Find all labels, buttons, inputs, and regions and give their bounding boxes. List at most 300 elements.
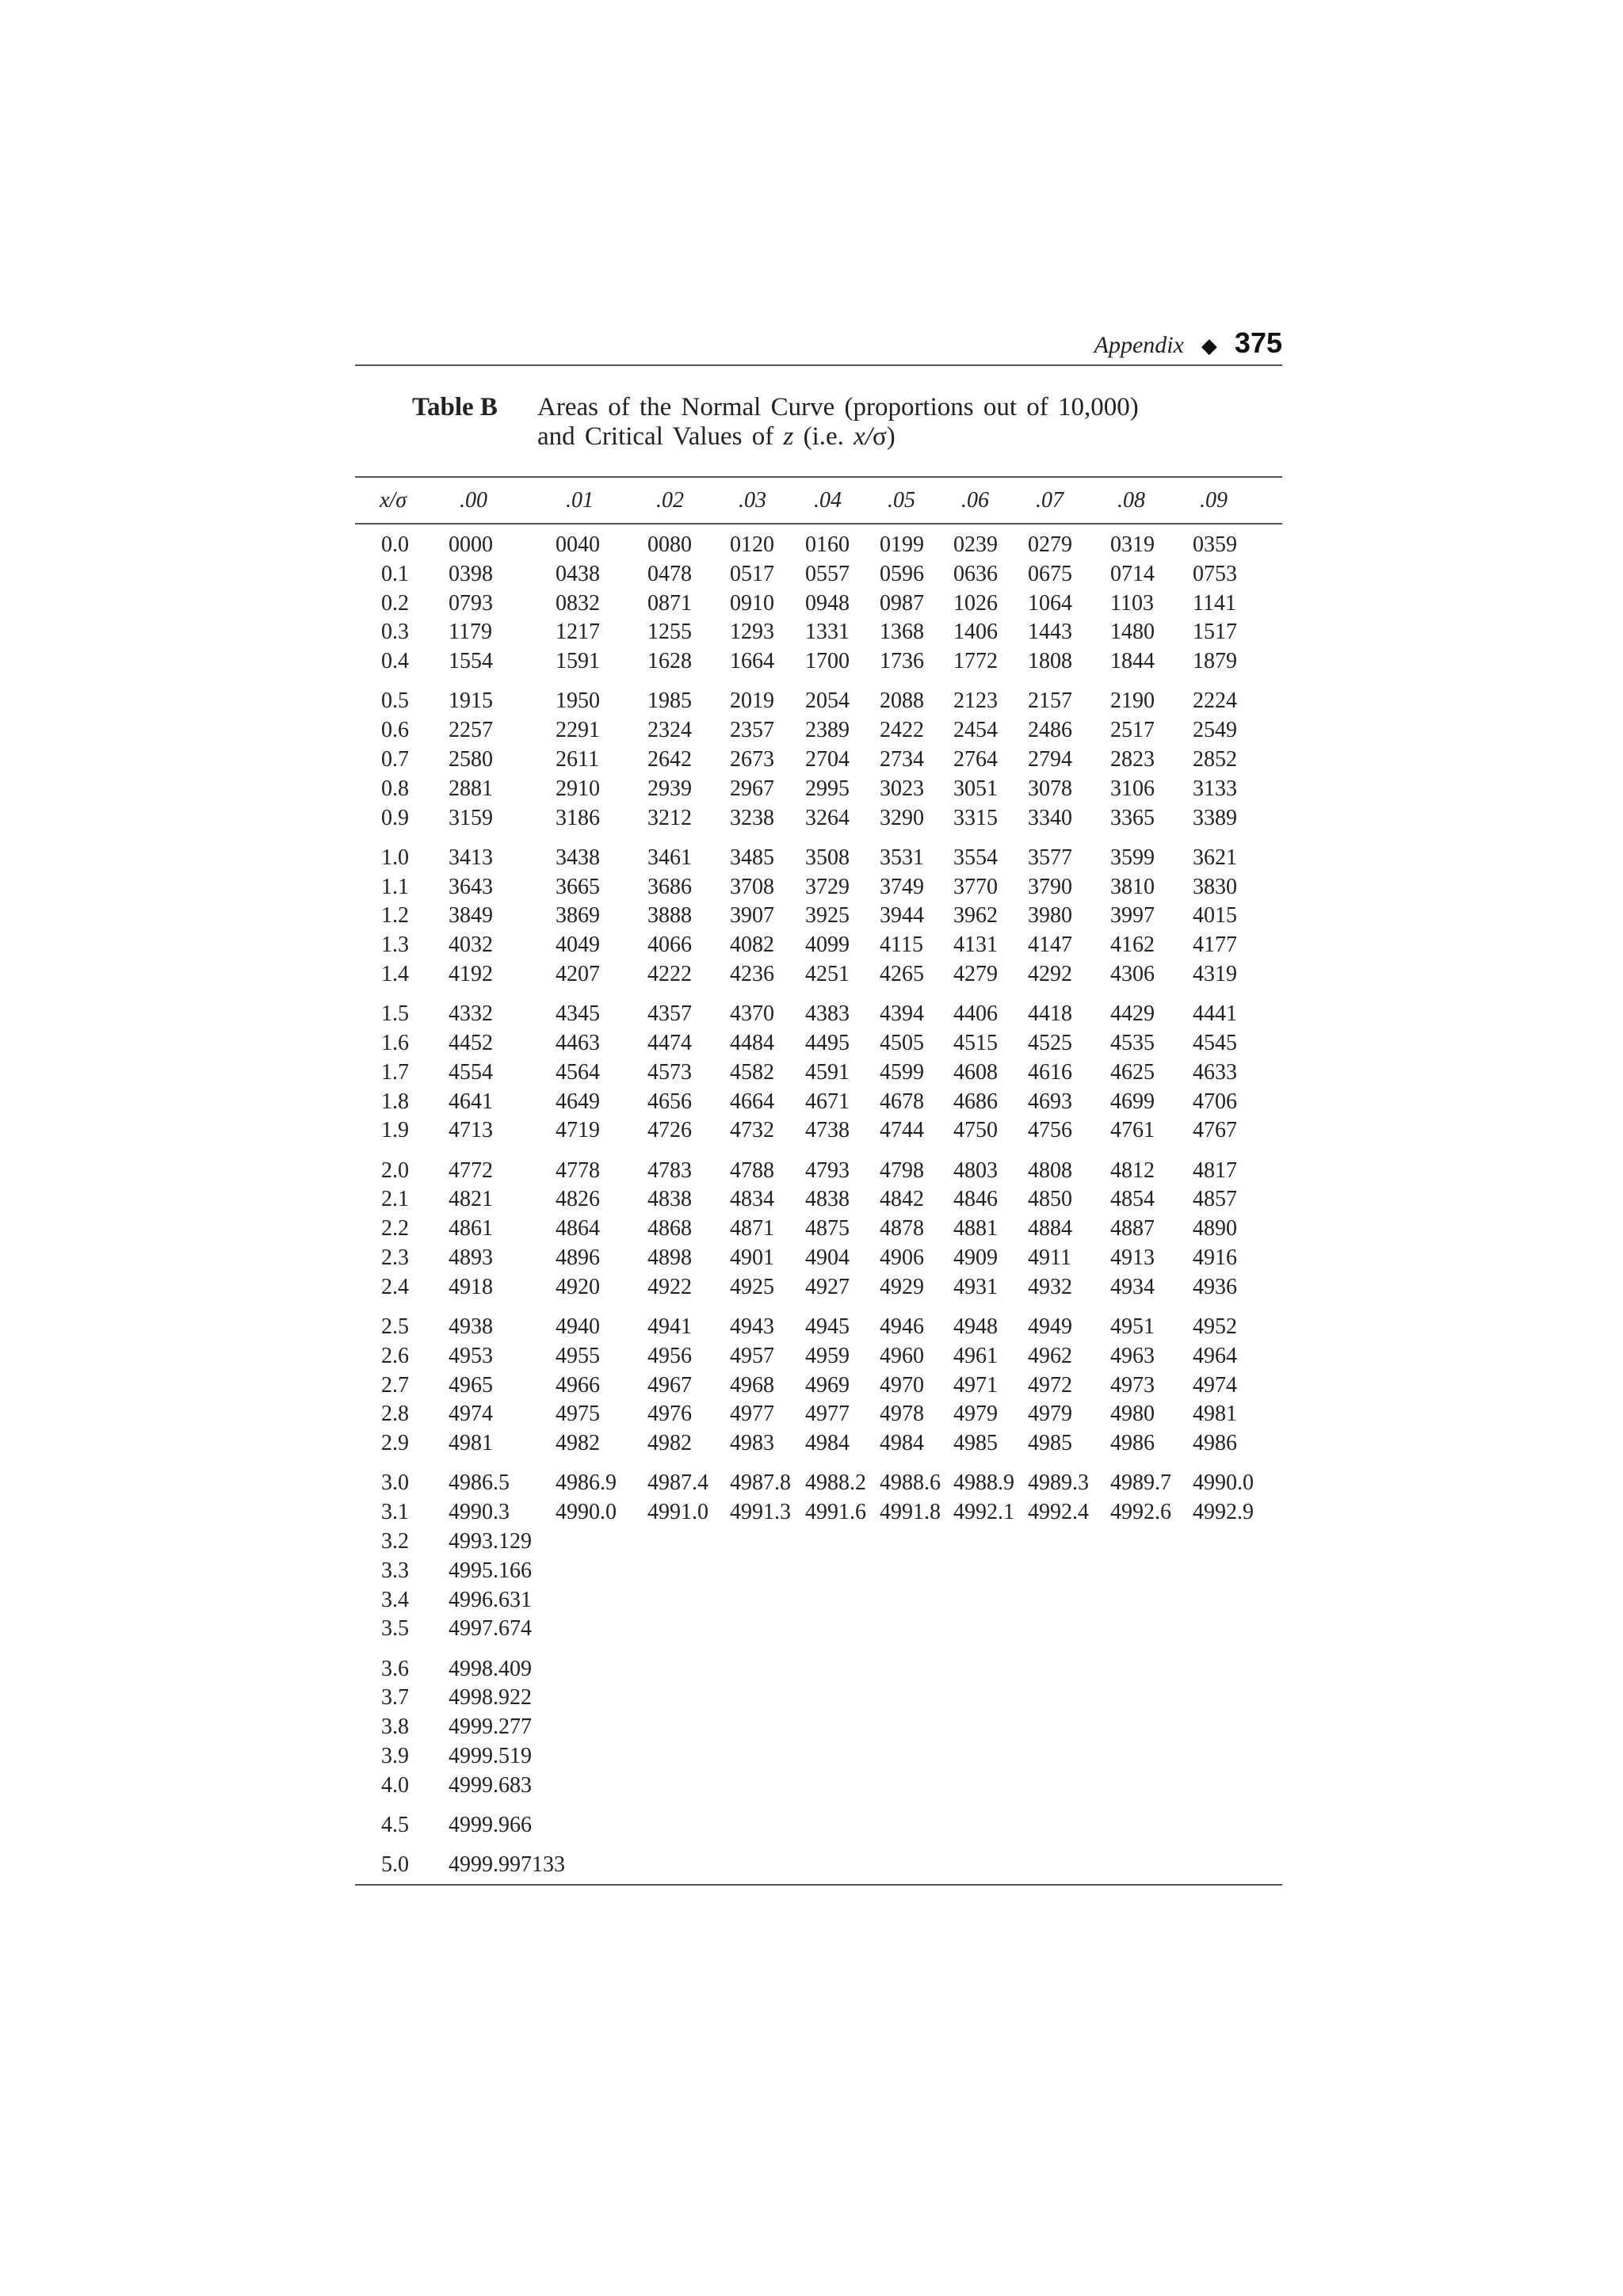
table-cell: 4943 bbox=[730, 1314, 774, 1339]
table-cell: 4772 bbox=[449, 1158, 493, 1183]
table-cell: 4992.4 bbox=[1028, 1500, 1089, 1525]
row-label: 3.5 bbox=[381, 1616, 409, 1642]
table-cell: 4993.129 bbox=[449, 1529, 532, 1554]
table-cell: 3461 bbox=[647, 845, 692, 870]
table-cell: 2673 bbox=[730, 747, 774, 772]
row-label: 2.4 bbox=[381, 1274, 409, 1299]
table-cell: 4292 bbox=[1028, 962, 1072, 986]
table-cell: 4049 bbox=[556, 933, 600, 958]
table-cell: 4986.5 bbox=[449, 1470, 510, 1496]
table-cell: 4732 bbox=[730, 1118, 774, 1143]
table-cell: 4842 bbox=[880, 1187, 924, 1212]
column-header: .02 bbox=[656, 488, 684, 513]
row-label: 1.1 bbox=[381, 874, 409, 899]
table-cell: 2357 bbox=[730, 718, 774, 743]
table-cell: 4441 bbox=[1193, 1001, 1237, 1027]
table-cell: 4251 bbox=[805, 962, 850, 986]
table-cell: 1480 bbox=[1110, 620, 1155, 645]
table-cell: 4987.8 bbox=[730, 1470, 791, 1496]
row-label: 1.4 bbox=[381, 962, 409, 986]
table-cell: 2257 bbox=[449, 718, 493, 743]
row-label: 1.8 bbox=[381, 1089, 409, 1114]
column-header: .05 bbox=[888, 488, 915, 513]
table-cell: 4982 bbox=[556, 1431, 600, 1456]
table-cell: 3340 bbox=[1028, 805, 1072, 830]
table-cell: 3869 bbox=[556, 903, 600, 929]
table-cell: 3790 bbox=[1028, 874, 1072, 899]
row-label: 5.0 bbox=[381, 1852, 409, 1878]
table-cell: 4990.3 bbox=[449, 1500, 510, 1525]
table-cell: 4973 bbox=[1110, 1372, 1155, 1398]
table-cell: 1950 bbox=[556, 688, 600, 714]
table-cell: 4505 bbox=[880, 1031, 924, 1055]
row-label: 1.7 bbox=[381, 1059, 409, 1085]
table-cell: 4964 bbox=[1193, 1343, 1237, 1368]
table-cell: 1628 bbox=[647, 649, 692, 674]
table-cell: 2157 bbox=[1028, 688, 1072, 714]
table-cell: 4991.3 bbox=[730, 1500, 791, 1525]
table-cell: 3686 bbox=[647, 874, 692, 899]
table-cell: 4345 bbox=[556, 1001, 600, 1027]
table-cell: 4857 bbox=[1193, 1187, 1237, 1212]
table-cell: 4913 bbox=[1110, 1245, 1155, 1270]
table-cell: 1331 bbox=[805, 620, 850, 645]
table-cell: 4319 bbox=[1193, 962, 1237, 986]
table-cell: 4370 bbox=[730, 1001, 774, 1027]
table-cell: 4279 bbox=[953, 962, 998, 986]
table-header-rule bbox=[355, 523, 1282, 524]
table-cell: 4972 bbox=[1028, 1372, 1072, 1398]
row-label: 3.9 bbox=[381, 1744, 409, 1768]
table-cell: 0793 bbox=[449, 590, 493, 616]
table-cell: 4896 bbox=[556, 1245, 600, 1270]
page-number: 375 bbox=[1234, 326, 1282, 359]
table-cell: 4761 bbox=[1110, 1118, 1155, 1143]
table-cell: 0040 bbox=[556, 532, 600, 557]
table-cell: 4957 bbox=[730, 1343, 774, 1368]
table-cell: 4838 bbox=[805, 1187, 850, 1212]
table-cell: 4463 bbox=[556, 1031, 600, 1055]
table-cell: 3770 bbox=[953, 874, 998, 899]
table-cell: 4738 bbox=[805, 1118, 850, 1143]
row-label: 0.6 bbox=[381, 718, 409, 743]
table-cell: 2454 bbox=[953, 718, 998, 743]
table-cell: 4936 bbox=[1193, 1274, 1237, 1299]
table-cell: 3810 bbox=[1110, 874, 1155, 899]
table-cell: 2704 bbox=[805, 747, 850, 772]
row-label: 1.0 bbox=[381, 845, 409, 870]
table-cell: 4788 bbox=[730, 1158, 774, 1183]
table-cell: 3554 bbox=[953, 845, 998, 870]
table-cell: 0120 bbox=[730, 532, 774, 557]
row-label: 4.0 bbox=[381, 1772, 409, 1798]
row-label: 2.7 bbox=[381, 1372, 409, 1398]
row-label: 1.9 bbox=[381, 1118, 409, 1143]
table-cell: 2224 bbox=[1193, 688, 1237, 714]
table-cell: 0398 bbox=[449, 561, 493, 586]
table-cell: 4032 bbox=[449, 933, 493, 958]
table-cell: 4778 bbox=[556, 1158, 600, 1183]
table-cell: 4955 bbox=[556, 1343, 600, 1368]
table-cell: 4641 bbox=[449, 1089, 493, 1114]
table-cell: 0239 bbox=[953, 532, 998, 557]
row-label: 0.1 bbox=[381, 561, 409, 586]
column-header: .01 bbox=[566, 488, 594, 513]
table-cell: 0675 bbox=[1028, 561, 1072, 586]
table-cell: 4573 bbox=[647, 1059, 692, 1085]
row-label: 1.2 bbox=[381, 903, 409, 929]
table-cell: 1772 bbox=[953, 649, 998, 674]
table-cell: 4115 bbox=[880, 933, 923, 958]
table-cell: 2486 bbox=[1028, 718, 1072, 743]
table-cell: 2642 bbox=[647, 747, 692, 772]
table-cell: 3729 bbox=[805, 874, 850, 899]
table-cell: 1026 bbox=[953, 590, 998, 616]
table-cell: 0319 bbox=[1110, 532, 1155, 557]
table-cell: 4332 bbox=[449, 1001, 493, 1027]
table-cell: 4901 bbox=[730, 1245, 774, 1270]
table-cell: 4015 bbox=[1193, 903, 1237, 929]
caption-text bbox=[537, 393, 1139, 452]
table-top-rule bbox=[355, 476, 1282, 478]
table-cell: 4838 bbox=[647, 1187, 692, 1212]
table-cell: 1879 bbox=[1193, 649, 1237, 674]
table-cell: 2734 bbox=[880, 747, 924, 772]
table-cell: 4995.166 bbox=[449, 1558, 532, 1583]
table-cell: 4941 bbox=[647, 1314, 692, 1339]
table-cell: 4952 bbox=[1193, 1314, 1237, 1339]
row-label: 1.6 bbox=[381, 1031, 409, 1055]
table-cell: 4582 bbox=[730, 1059, 774, 1085]
table-cell: 0910 bbox=[730, 590, 774, 616]
table-cell: 1293 bbox=[730, 620, 774, 645]
table-cell: 4887 bbox=[1110, 1216, 1155, 1241]
table-cell: 4953 bbox=[449, 1343, 493, 1368]
table-cell: 4974 bbox=[449, 1402, 493, 1427]
table-cell: 2611 bbox=[556, 747, 599, 772]
table-cell: 0438 bbox=[556, 561, 600, 586]
table-cell: 4938 bbox=[449, 1314, 493, 1339]
table-cell: 4988.9 bbox=[953, 1470, 1014, 1496]
table-cell: 4535 bbox=[1110, 1031, 1155, 1055]
table-cell: 3907 bbox=[730, 903, 774, 929]
table-cell: 4906 bbox=[880, 1245, 924, 1270]
table-cell: 3962 bbox=[953, 903, 998, 929]
table-cell: 3315 bbox=[953, 805, 998, 830]
row-label: 4.5 bbox=[381, 1813, 409, 1837]
table-cell: 4983 bbox=[730, 1431, 774, 1456]
table-cell: 2389 bbox=[805, 718, 850, 743]
table-cell: 1915 bbox=[449, 688, 493, 714]
table-cell: 4920 bbox=[556, 1274, 600, 1299]
table-cell: 4904 bbox=[805, 1245, 850, 1270]
table-cell: 1736 bbox=[880, 649, 924, 674]
table-cell: 4985 bbox=[953, 1431, 998, 1456]
table-cell: 3708 bbox=[730, 874, 774, 899]
table-cell: 1664 bbox=[730, 649, 774, 674]
table-cell: 3944 bbox=[880, 903, 924, 929]
table-cell: 4979 bbox=[1028, 1402, 1072, 1427]
table-cell: 4966 bbox=[556, 1372, 600, 1398]
table-cell: 4971 bbox=[953, 1372, 998, 1398]
row-label: 1.5 bbox=[381, 1001, 409, 1027]
table-cell: 2123 bbox=[953, 688, 998, 714]
running-head bbox=[355, 326, 1282, 366]
table-cell: 4992.9 bbox=[1193, 1500, 1254, 1525]
table-cell: 2422 bbox=[880, 718, 924, 743]
table-cell: 4918 bbox=[449, 1274, 493, 1299]
table-cell: 4960 bbox=[880, 1343, 924, 1368]
table-cell: 1179 bbox=[449, 620, 492, 645]
table-cell: 4946 bbox=[880, 1314, 924, 1339]
table-cell: 4484 bbox=[730, 1031, 774, 1055]
table-cell: 4927 bbox=[805, 1274, 850, 1299]
table-cell: 0871 bbox=[647, 590, 692, 616]
table-cell: 4999.519 bbox=[449, 1744, 532, 1768]
row-label: 2.8 bbox=[381, 1402, 409, 1427]
table-cell: 1406 bbox=[953, 620, 998, 645]
table-cell: 1554 bbox=[449, 649, 493, 674]
table-cell: 4236 bbox=[730, 962, 774, 986]
table-cell: 4959 bbox=[805, 1343, 850, 1368]
table-cell: 3051 bbox=[953, 776, 998, 801]
table-cell: 4793 bbox=[805, 1158, 850, 1183]
table-cell: 4854 bbox=[1110, 1187, 1155, 1212]
row-label: 2.0 bbox=[381, 1158, 409, 1183]
caption-line-1: Areas of the Normal Curve (proportions out of 10,000) bbox=[537, 393, 1139, 421]
table-cell: 1517 bbox=[1193, 620, 1237, 645]
row-label: 3.0 bbox=[381, 1470, 409, 1496]
row-label: 2.6 bbox=[381, 1343, 409, 1368]
table-cell: 2939 bbox=[647, 776, 692, 801]
table-cell: 0753 bbox=[1193, 561, 1237, 586]
table-cell: 4177 bbox=[1193, 933, 1237, 958]
table-cell: 4975 bbox=[556, 1402, 600, 1427]
table-cell: 4406 bbox=[953, 1001, 998, 1027]
table-cell: 0636 bbox=[953, 561, 998, 586]
table-cell: 4394 bbox=[880, 1001, 924, 1027]
row-label: 0.2 bbox=[381, 590, 409, 616]
table-cell: 4693 bbox=[1028, 1089, 1072, 1114]
table-cell: 4982 bbox=[647, 1431, 692, 1456]
table-cell: 4812 bbox=[1110, 1158, 1155, 1183]
table-cell: 4979 bbox=[953, 1402, 998, 1427]
table-cell: 0832 bbox=[556, 590, 600, 616]
table-cell: 2291 bbox=[556, 718, 600, 743]
table-cell: 4515 bbox=[953, 1031, 998, 1055]
table-cell: 4881 bbox=[953, 1216, 998, 1241]
table-cell: 4713 bbox=[449, 1118, 493, 1143]
table-cell: 4898 bbox=[647, 1245, 692, 1270]
table-cell: 4999.277 bbox=[449, 1714, 532, 1740]
table-cell: 3599 bbox=[1110, 845, 1155, 870]
table-cell: 3365 bbox=[1110, 805, 1155, 830]
table-cell: 4846 bbox=[953, 1187, 998, 1212]
row-label: 0.4 bbox=[381, 649, 409, 674]
table-cell: 4951 bbox=[1110, 1314, 1155, 1339]
table-cell: 0199 bbox=[880, 532, 924, 557]
table-cell: 4452 bbox=[449, 1031, 493, 1055]
table-cell: 4988.2 bbox=[805, 1470, 866, 1496]
table-cell: 0596 bbox=[880, 561, 924, 586]
table-cell: 2580 bbox=[449, 747, 493, 772]
table-cell: 3508 bbox=[805, 845, 850, 870]
table-cell: 4991.8 bbox=[880, 1500, 941, 1525]
table-cell: 4916 bbox=[1193, 1245, 1237, 1270]
row-label: 0.5 bbox=[381, 688, 409, 714]
table-cell: 3438 bbox=[556, 845, 600, 870]
table-cell: 4931 bbox=[953, 1274, 998, 1299]
table-cell: 4934 bbox=[1110, 1274, 1155, 1299]
diamond-icon: ◆ bbox=[1201, 334, 1217, 357]
table-cell: 3159 bbox=[449, 805, 493, 830]
table-cell: 0517 bbox=[730, 561, 774, 586]
row-label: 3.1 bbox=[381, 1500, 409, 1525]
table-cell: 4633 bbox=[1193, 1059, 1237, 1085]
table-cell: 4756 bbox=[1028, 1118, 1072, 1143]
table-cell: 3577 bbox=[1028, 845, 1072, 870]
table-cell: 4147 bbox=[1028, 933, 1072, 958]
row-label: 1.3 bbox=[381, 933, 409, 958]
table-cell: 0714 bbox=[1110, 561, 1155, 586]
table-cell: 2549 bbox=[1193, 718, 1237, 743]
table-cell: 4599 bbox=[880, 1059, 924, 1085]
section-title: Appendix bbox=[1094, 332, 1184, 358]
table-cell: 4671 bbox=[805, 1089, 850, 1114]
table-cell: 4963 bbox=[1110, 1343, 1155, 1368]
table-cell: 1064 bbox=[1028, 590, 1072, 616]
table-cell: 1255 bbox=[647, 620, 692, 645]
table-cell: 3133 bbox=[1193, 776, 1237, 801]
table-cell: 4965 bbox=[449, 1372, 493, 1398]
table-cell: 3997 bbox=[1110, 903, 1155, 929]
table-cell: 4990.0 bbox=[556, 1500, 617, 1525]
table-cell: 4949 bbox=[1028, 1314, 1072, 1339]
table-cell: 4868 bbox=[647, 1216, 692, 1241]
table-cell: 3485 bbox=[730, 845, 774, 870]
table-cell: 3106 bbox=[1110, 776, 1155, 801]
table-cell: 3238 bbox=[730, 805, 774, 830]
row-label: 3.8 bbox=[381, 1714, 409, 1740]
table-cell: 4985 bbox=[1028, 1431, 1072, 1456]
table-cell: 2190 bbox=[1110, 688, 1155, 714]
row-label: 0.7 bbox=[381, 747, 409, 772]
table-cell: 4192 bbox=[449, 962, 493, 986]
column-header: .08 bbox=[1117, 488, 1145, 513]
table-cell: 3621 bbox=[1193, 845, 1237, 870]
table-cell: 4525 bbox=[1028, 1031, 1072, 1055]
table-cell: 4826 bbox=[556, 1187, 600, 1212]
table-cell: 4992.1 bbox=[953, 1500, 1014, 1525]
table-cell: 2324 bbox=[647, 718, 692, 743]
table-cell: 1700 bbox=[805, 649, 850, 674]
table-cell: 4940 bbox=[556, 1314, 600, 1339]
table-cell: 4265 bbox=[880, 962, 924, 986]
row-label: 3.3 bbox=[381, 1558, 409, 1583]
table-cell: 3212 bbox=[647, 805, 692, 830]
table-cell: 4999.997133 bbox=[449, 1852, 565, 1878]
row-label: 2.2 bbox=[381, 1216, 409, 1241]
table-cell: 4911 bbox=[1028, 1245, 1071, 1270]
table-cell: 4970 bbox=[880, 1372, 924, 1398]
table-cell: 4429 bbox=[1110, 1001, 1155, 1027]
table-cell: 4082 bbox=[730, 933, 774, 958]
table-cell: 2881 bbox=[449, 776, 493, 801]
table-cell: 3186 bbox=[556, 805, 600, 830]
table-cell: 4861 bbox=[449, 1216, 493, 1241]
table-cell: 4987.4 bbox=[647, 1470, 708, 1496]
table-cell: 4222 bbox=[647, 962, 692, 986]
table-cell: 4875 bbox=[805, 1216, 850, 1241]
table-cell: 4474 bbox=[647, 1031, 692, 1055]
table-cell: 4974 bbox=[1193, 1372, 1237, 1398]
table-cell: 4991.6 bbox=[805, 1500, 866, 1525]
table-cell: 4878 bbox=[880, 1216, 924, 1241]
column-header: .06 bbox=[961, 488, 989, 513]
table-cell: 2995 bbox=[805, 776, 850, 801]
table-cell: 4616 bbox=[1028, 1059, 1072, 1085]
table-cell: 2088 bbox=[880, 688, 924, 714]
table-cell: 4986 bbox=[1193, 1431, 1237, 1456]
table-cell: 4977 bbox=[805, 1402, 850, 1427]
table-cell: 2910 bbox=[556, 776, 600, 801]
table-cell: 4767 bbox=[1193, 1118, 1237, 1143]
table-cell: 1808 bbox=[1028, 649, 1072, 674]
table-cell: 2019 bbox=[730, 688, 774, 714]
table-cell: 3888 bbox=[647, 903, 692, 929]
table-cell: 4699 bbox=[1110, 1089, 1155, 1114]
table-cell: 1368 bbox=[880, 620, 924, 645]
table-cell: 4967 bbox=[647, 1372, 692, 1398]
table-cell: 4864 bbox=[556, 1216, 600, 1241]
table-cell: 1217 bbox=[556, 620, 600, 645]
table-cell: 3980 bbox=[1028, 903, 1072, 929]
table-cell: 4850 bbox=[1028, 1187, 1072, 1212]
table-cell: 0948 bbox=[805, 590, 850, 616]
table-cell: 4890 bbox=[1193, 1216, 1237, 1241]
table-cell: 1141 bbox=[1193, 590, 1236, 616]
table-cell: 4989.3 bbox=[1028, 1470, 1089, 1496]
table-cell: 4969 bbox=[805, 1372, 850, 1398]
table-cell: 2517 bbox=[1110, 718, 1155, 743]
table-cell: 4678 bbox=[880, 1089, 924, 1114]
table-cell: 4808 bbox=[1028, 1158, 1072, 1183]
row-label: 0.3 bbox=[381, 620, 409, 645]
table-cell: 4649 bbox=[556, 1089, 600, 1114]
table-cell: 4099 bbox=[805, 933, 850, 958]
table-cell: 4625 bbox=[1110, 1059, 1155, 1085]
column-header: .03 bbox=[739, 488, 766, 513]
table-cell: 4981 bbox=[449, 1431, 493, 1456]
table-cell: 4706 bbox=[1193, 1089, 1237, 1114]
table-cell: 4909 bbox=[953, 1245, 998, 1270]
table-cell: 4999.683 bbox=[449, 1772, 532, 1798]
table-cell: 4989.7 bbox=[1110, 1470, 1171, 1496]
table-cell: 4656 bbox=[647, 1089, 692, 1114]
table-caption bbox=[412, 393, 1284, 452]
table-cell: 4591 bbox=[805, 1059, 850, 1085]
row-label: 3.6 bbox=[381, 1656, 409, 1681]
column-header: .00 bbox=[460, 488, 487, 513]
column-header: .07 bbox=[1036, 488, 1064, 513]
table-cell: 3078 bbox=[1028, 776, 1072, 801]
table-cell: 0359 bbox=[1193, 532, 1237, 557]
row-label: 3.7 bbox=[381, 1685, 409, 1711]
table-cell: 4991.0 bbox=[647, 1500, 708, 1525]
table-cell: 4998.922 bbox=[449, 1685, 532, 1711]
column-header-z: x/σ bbox=[380, 488, 407, 513]
column-header: .04 bbox=[814, 488, 842, 513]
